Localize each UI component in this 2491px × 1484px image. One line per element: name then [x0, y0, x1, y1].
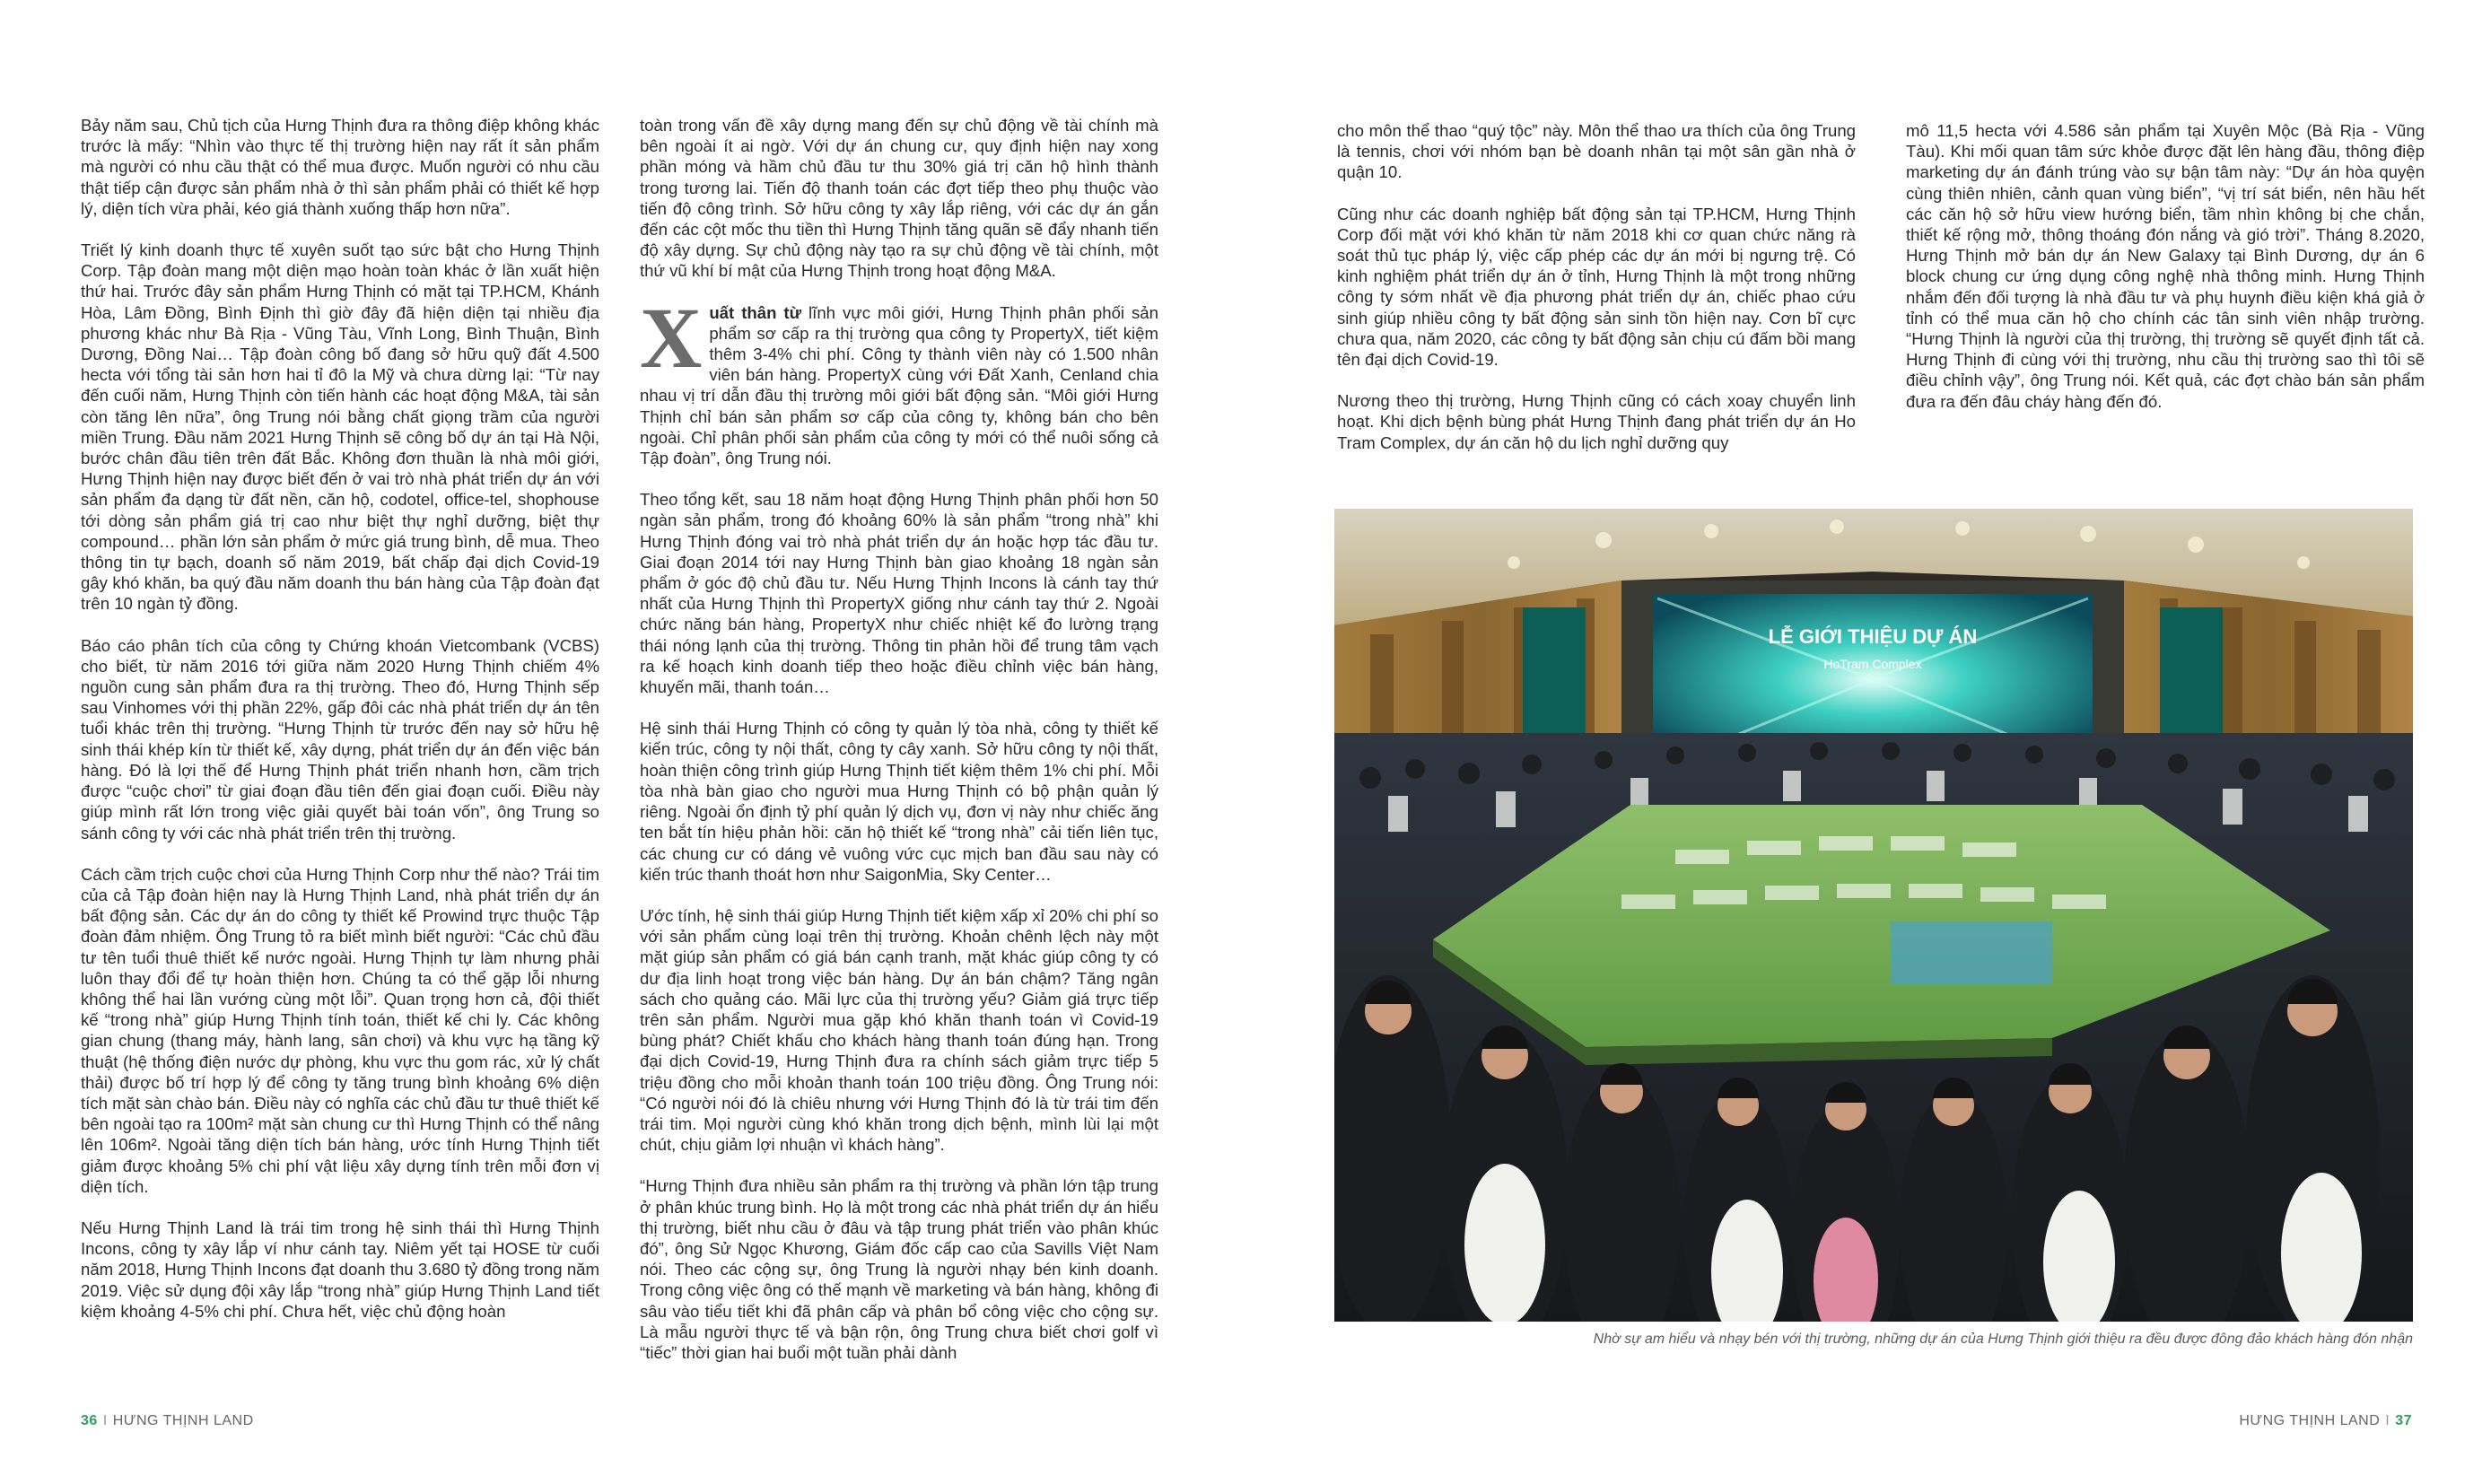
column-2 [640, 115, 1158, 1384]
paragraph: mô 11,5 hecta với 4.586 sản phẩm tại Xuyên Mộc (Bà Rịa - Vũng Tàu). Khi mối quan tâm sức khỏe được đặt lên hàng đầu, thông điệp marketing dự án đánh trúng vào sự bận tâm này: “Dự án hòa quyện cùng thiên nhiên, cảnh quan vùng biển”, “vị trí sát biển, nên hầu hết các căn hộ sở hữu view hướng biển, tầm nhìn không bị che chắn, thiết kế rộng mở, thông thoáng đón nắng và gió trời”. Tháng 8.2020, Hưng Thịnh mở bán dự án New Galaxy tại Bình Dương, dự án 6 block chung cư ứng dụng công nghệ nhà thông minh. Hưng Thịnh nhắm đến đối tượng là nhà đầu tư và phụ huynh điều kiện khá giả ở tỉnh có thể mua căn hộ cho chính các tân sinh viên nhập trường. “Hưng Thịnh là người của thị trường, thị trường sẽ quyết định tất cả. Hưng Thịnh đi cùng với thị trường, nhu cầu thị trường sao thì tôi sẽ điều chỉnh vậy”, ông Trung nói. Kết quả, các đợt chào bán sản phẩm đưa ra đến đâu cháy hàng đến đó. [1906, 121, 2425, 411]
footer-separator: I [2385, 1413, 2390, 1428]
paragraph: Nương theo thị trường, Hưng Thịnh cũng có cách xoay chuyển linh hoạt. Khi dịch bệnh bùng phát Hưng Thịnh đang phát triển dự án Ho Tram Complex, dự án căn hộ du lịch nghỉ dưỡng quy [1337, 391, 1856, 452]
paragraph: Hệ sinh thái Hưng Thịnh có công ty quản lý tòa nhà, công ty thiết kế kiến trúc, công ty nội thất, công ty cây xanh. Sở hữu công ty nội thất, hoàn thiện công trình giúp Hưng Thịnh tiết kiệm thêm 1% chi phí. Mỗi tòa nhà bàn giao cho người mua Hưng Thịnh có bộ phận quản lý riêng. Ngoài ổn định tỷ phí quản lý dịch vụ, đơn vị này như chiếc ăng ten bắt tín hiệu phản hồi: căn hộ thiết kế “trong nhà” cải tiến liên tục, các chung cư có dáng vẻ vuông vức cục mịch ban đầu sau này có kiến trúc thanh thoát hơn như SaigonMia, Sky Center… [640, 719, 1158, 884]
footer-brand: HƯNG THỊNH LAND [2239, 1413, 2381, 1428]
paragraph: cho môn thể thao “quý tộc” này. Môn thể thao ưa thích của ông Trung là tennis, chơi với nhóm bạn bè doanh nhân tại một sân gần nhà ở quận 10. [1337, 121, 1856, 182]
paragraph: Ước tính, hệ sinh thái giúp Hưng Thịnh tiết kiệm xấp xỉ 20% chi phí so với sản phẩm cùng loại trên thị trường. Khoản chênh lệch này một mặt giúp sản phẩm có giá bán cạnh tranh, mặt khác giúp công ty có dư địa linh hoạt trong việc bán hàng. Dự án bán chậm? Tăng ngân sách cho quảng cáo. Mãi lực của thị trường yếu? Giảm giá trực tiếp trên sản phẩm. Người mua gặp khó khăn thanh toán vì Covid-19 bùng phát? Chiết khấu cho khách hàng thanh toán đúng hạn. Trong đại dịch Covid-19, Hưng Thịnh đưa ra chính sách giảm trực tiếp 5 triệu đồng cho mỗi khoản thanh toán 100 triệu đồng. Ông Trung nói: “Có người nói đó là chiêu nhưng với Hưng Thịnh đó là từ trái tim đến trái tim. Mọi người cùng khó khăn trong dịch bệnh, mình lùi lại một chút, chịu giảm lợi nhuận vì khách hàng”. [640, 905, 1158, 1155]
paragraph: “Hưng Thịnh đưa nhiều sản phẩm ra thị trường và phần lớn tập trung ở phân khúc trung bình. Họ là một trong các nhà phát triển dự án hiểu thị trường, biết nhu cầu ở đâu và tập trung phát triển vào phân khúc đó”, ông Sử Ngọc Khương, Giám đốc cấp cao của Savills Việt Nam nói. Theo các cộng sự, ông Trung là người nhạy bén kinh doanh. Trong công việc ông có thế mạnh về marketing và bán hàng, không đi sâu vào tiểu tiết khi đã phân cấp và phân bổ công việc cho cộng sự. Là mẫu người thực tế và bận rộn, ông Trung chưa biết chơi golf vì “tiếc” thời gian hai buổi một tuần phải dành [640, 1176, 1158, 1362]
paragraph: Triết lý kinh doanh thực tế xuyên suốt tạo sức bật cho Hưng Thịnh Corp. Tập đoàn mang một diện mạo hoàn toàn khác ở lần xuất hiện thứ hai. Trước đây sản phẩm Hưng Thịnh có mặt tại TP.HCM, Khánh Hòa, Lâm Đồng, Bình Định thì giờ đây đã hiện diện tại nhiều địa phương khác như Bà Rịa - Vũng Tàu, Vĩnh Long, Bình Thuận, Bình Dương, Đồng Nai… Tập đoàn công bố đang sở hữu quỹ đất 4.500 hecta với tổng tài sản hơn hai tỉ đô la Mỹ và chưa dừng lại: “Từ nay đến cuối năm, Hưng Thịnh còn tiến hành các hoạt động M&A, tài sản còn tăng lên nữa”, ông Trung nói bằng chất giọng trầm của người miền Trung. Đầu năm 2021 Hưng Thịnh sẽ công bố dự án tại Hà Nội, bước chân đầu tiên trên đất Bắc. Không đơn thuần là nhà môi giới, Hưng Thịnh hiện nay được biết đến ở vai trò nhà phát triển dự án với sản phẩm đa dạng từ đất nền, căn hộ, codotel, office-tel, shophouse tới dòng sản phẩm giá trị cao như biệt thự nghỉ dưỡng, biệt thự compound… phần lớn sản phẩm ở mức giá trung bình, dễ mua. Theo thông tin tự bạch, doanh số năm 2019, bất chấp đại dịch Covid-19 gây khó khăn, ba quý đầu năm doanh thu bán hàng của Tập đoàn đạt trên 10 ngàn tỷ đồng. [81, 240, 599, 614]
page-number-right: 37 [2395, 1413, 2412, 1428]
lead-in: uất thân từ [709, 302, 802, 322]
paragraph: Cũng như các doanh nghiệp bất động sản tại TP.HCM, Hưng Thịnh Corp đối mặt với khó khăn từ năm 2018 khi cơ quan chức năng rà soát thủ tục pháp lý, việc cấp phép các dự án mới bị ngưng trệ. Có kinh nghiệm phát triển dự án ở tỉnh, Hưng Thịnh là một trong những công ty sớm nhất về địa phương phát triển dự án, chiếc phao cứu sinh giúp nhiều công ty bất động sản sinh tồn hiện nay. Cơn bĩ cực chưa qua, năm 2020, các công ty bất động sản chịu cú đấm bồi mang tên đại dịch Covid-19. [1337, 204, 1856, 370]
column-1 [81, 115, 599, 1342]
column-4 [1906, 120, 2425, 432]
paragraph: Theo tổng kết, sau 18 năm hoạt động Hưng Thịnh phân phối hơn 50 ngàn sản phẩm, trong đó khoảng 60% là sản phẩm “trong nhà” khi Hưng Thịnh đóng vai trò nhà phát triển dự án hoặc hợp tác đầu tư. Giai đoạn 2014 tới nay Hưng Thịnh bàn giao khoảng 18 ngàn sản phẩm ở góc độ chủ đầu tư. Nếu Hưng Thịnh Incons là cánh tay thứ nhất của Hưng Thịnh thì PropertyX giống như cánh tay thứ 2. Ngoài chức năng bán hàng, PropertyX như chiếc nhiệt kế đo lường trạng thái nóng lạnh của thị trường. Thông tin phản hồi để trung tâm vạch ra kế hoạch kinh doanh tiếp theo hoặc điều chỉnh việc bán hàng, khuyến mãi, thanh toán… [640, 490, 1158, 697]
dropcap-paragraph [640, 289, 1158, 469]
paragraph: Cách cầm trịch cuộc chơi của Hưng Thịnh Corp như thế nào? Trái tim của cả Tập đoàn hiện nay là Hưng Thịnh Land, nhà phát triển dự án bất động sản. Các dự án do công ty thiết kế Prowind trực thuộc Tập đoàn đảm nhiệm. Ông Trung tỏ ra biết mình biết người: “Các chủ đầu tư tên tuổi thuê thiết kế nước ngoài. Hưng Thịnh tự làm nhưng phải luôn thay đổi để tự hoàn thiện hơn. Chúng ta có thể gặp lỗi nhưng không thể hai lần vướng cùng một lỗi”. Quan trọng hơn cả, đội thiết kế “trong nhà” giúp Hưng Thịnh tính toán, thiết kế chi ly. Các không gian chung (thang máy, hành lang, sân chơi) và khu vực hạ tầng kỹ thuật (hệ thống điện nước dự phòng, khu vực thu gom rác, xử lý chất thải) được bố trí hợp lý để công ty tăng trung bình khoảng 6% diện tích mặt sàn chào bán. Điều này có nghĩa các chủ đầu tư thuê thiết kế bên ngoài tạo ra 100m² mặt sàn chung cư thì Hưng Thịnh có thể nâng lên 106m². Ngoài tăng diện tích bán hàng, ước tính Hưng Thịnh tiết giảm được khoảng 5% chi phí vật liệu xây dựng tính trên mỗi đơn vị diện tích. [81, 864, 599, 1196]
footer-separator: I [102, 1413, 108, 1428]
event-hall-illustration [1334, 509, 2413, 1322]
screen-subtitle: HoTram Complex [1823, 657, 1922, 671]
paragraph: toàn trong vấn đề xây dựng mang đến sự chủ động về tài chính mà bên ngoài ít ai ngờ. Với dự án chung cư, quy định hiện nay xong phần móng và hầm chủ đầu tư thu 30% giá trị căn hộ hình thành trong tương lai. Tiến độ thanh toán các đợt tiếp theo phụ thuộc vào tiến độ công trình. Sở hữu công ty xây lắp riêng, với các dự án gắn đến các cột mốc thu tiền thì Hưng Thịnh tăng quãn sẽ đẩy nhanh tiến độ xây dựng. Sự chủ động này tạo ra sự chủ động về tài chính, một thứ vũ khí bí mật của Hưng Thịnh trong hoạt động M&A. [640, 116, 1158, 281]
footer-brand: HƯNG THỊNH LAND [112, 1413, 254, 1428]
paragraph: Nếu Hưng Thịnh Land là trái tim trong hệ sinh thái thì Hưng Thịnh Incons, công ty xây lắp ví như cánh tay. Niêm yết tại HOSE từ cuối năm 2018, Hưng Thịnh Incons đạt doanh thu 3.680 tỷ đồng trong năm 2019. Việc sử dụng đội xây lắp “trong nhà” giúp Hưng Thịnh Land tiết kiệm khoảng 4-5% chi phí. Chưa hết, việc chủ động hoàn [81, 1218, 599, 1321]
footer-left [81, 1413, 254, 1429]
dropcap-letter: X [640, 289, 703, 386]
screen-title: LỄ GIỚI THIỆU DỰ ÁN [1768, 625, 1978, 648]
paragraph: Báo cáo phân tích của công ty Chứng khoán Vietcombank (VCBS) cho biết, từ năm 2016 tới giữa năm 2020 Hưng Thịnh chiếm 4% nguồn cung sản phẩm đưa ra thị trường. Theo đó, Hưng Thịnh sếp sau Vinhomes với thị phần 22%, gấp đôi các nhà phát triển dự án tên tuổi khác trên thị trường. “Hưng Thịnh từ trước đến nay sở hữu hệ sinh thái khép kín từ thiết kế, xây dựng, phát triển dự án đến việc bán hàng. Đó là lợi thế để Hưng Thịnh phát triển nhanh hơn, cầm trịch được “cuộc chơi” từ giai đoạn đầu tiên đến giai đoạn cuối. Điều này giúp mình rất lớn trong việc giải quyết bài toán vốn”, ông Trung so sánh công ty với các nhà phát triển trên thị trường. [81, 635, 599, 842]
column-3 [1337, 120, 1856, 474]
event-photo [1334, 509, 2413, 1322]
dropcap-paragraph-body: lĩnh vực môi giới, Hưng Thịnh phân phối sản phẩm sơ cấp ra thị trường qua công ty PropertyX, tiết kiệm thêm 3-4% chi phí. Công ty thành viên này có 1.500 nhân viên bán hàng. PropertyX cùng với Đất Xanh, Cenland chia nhau vị trí dẫn đầu thị trường môi giới bất động sản. “Môi giới Hưng Thịnh chỉ bán sản phẩm sơ cấp của công ty, không bán cho bên ngoài. Chỉ phân phối sản phẩm của công ty mới có thể nuôi sống cả Tập đoàn”, ông Trung nói. [640, 302, 1158, 468]
footer-right [2239, 1413, 2412, 1429]
paragraph: Bảy năm sau, Chủ tịch của Hưng Thịnh đưa ra thông điệp không khác trước là mấy: “Nhìn vào thực tế thị trường hiện nay rất ít sản phẩm mà người có nhu cầu thật có thể mua được. Muốn người có nhu cầu thật tiếp cận được sản phẩm nhà ở thì sản phẩm phải có thiết kế hợp lý, diện tích vừa phải, kéo giá thành xuống thấp hơn nữa”. [81, 116, 599, 218]
page-number-left: 36 [81, 1413, 98, 1428]
photo-caption: Nhờ sự am hiểu và nhạy bén với thị trường, những dự án của Hưng Thịnh giới thiệu ra đều được đông đảo khách hàng đón nhận [1593, 1331, 2413, 1347]
